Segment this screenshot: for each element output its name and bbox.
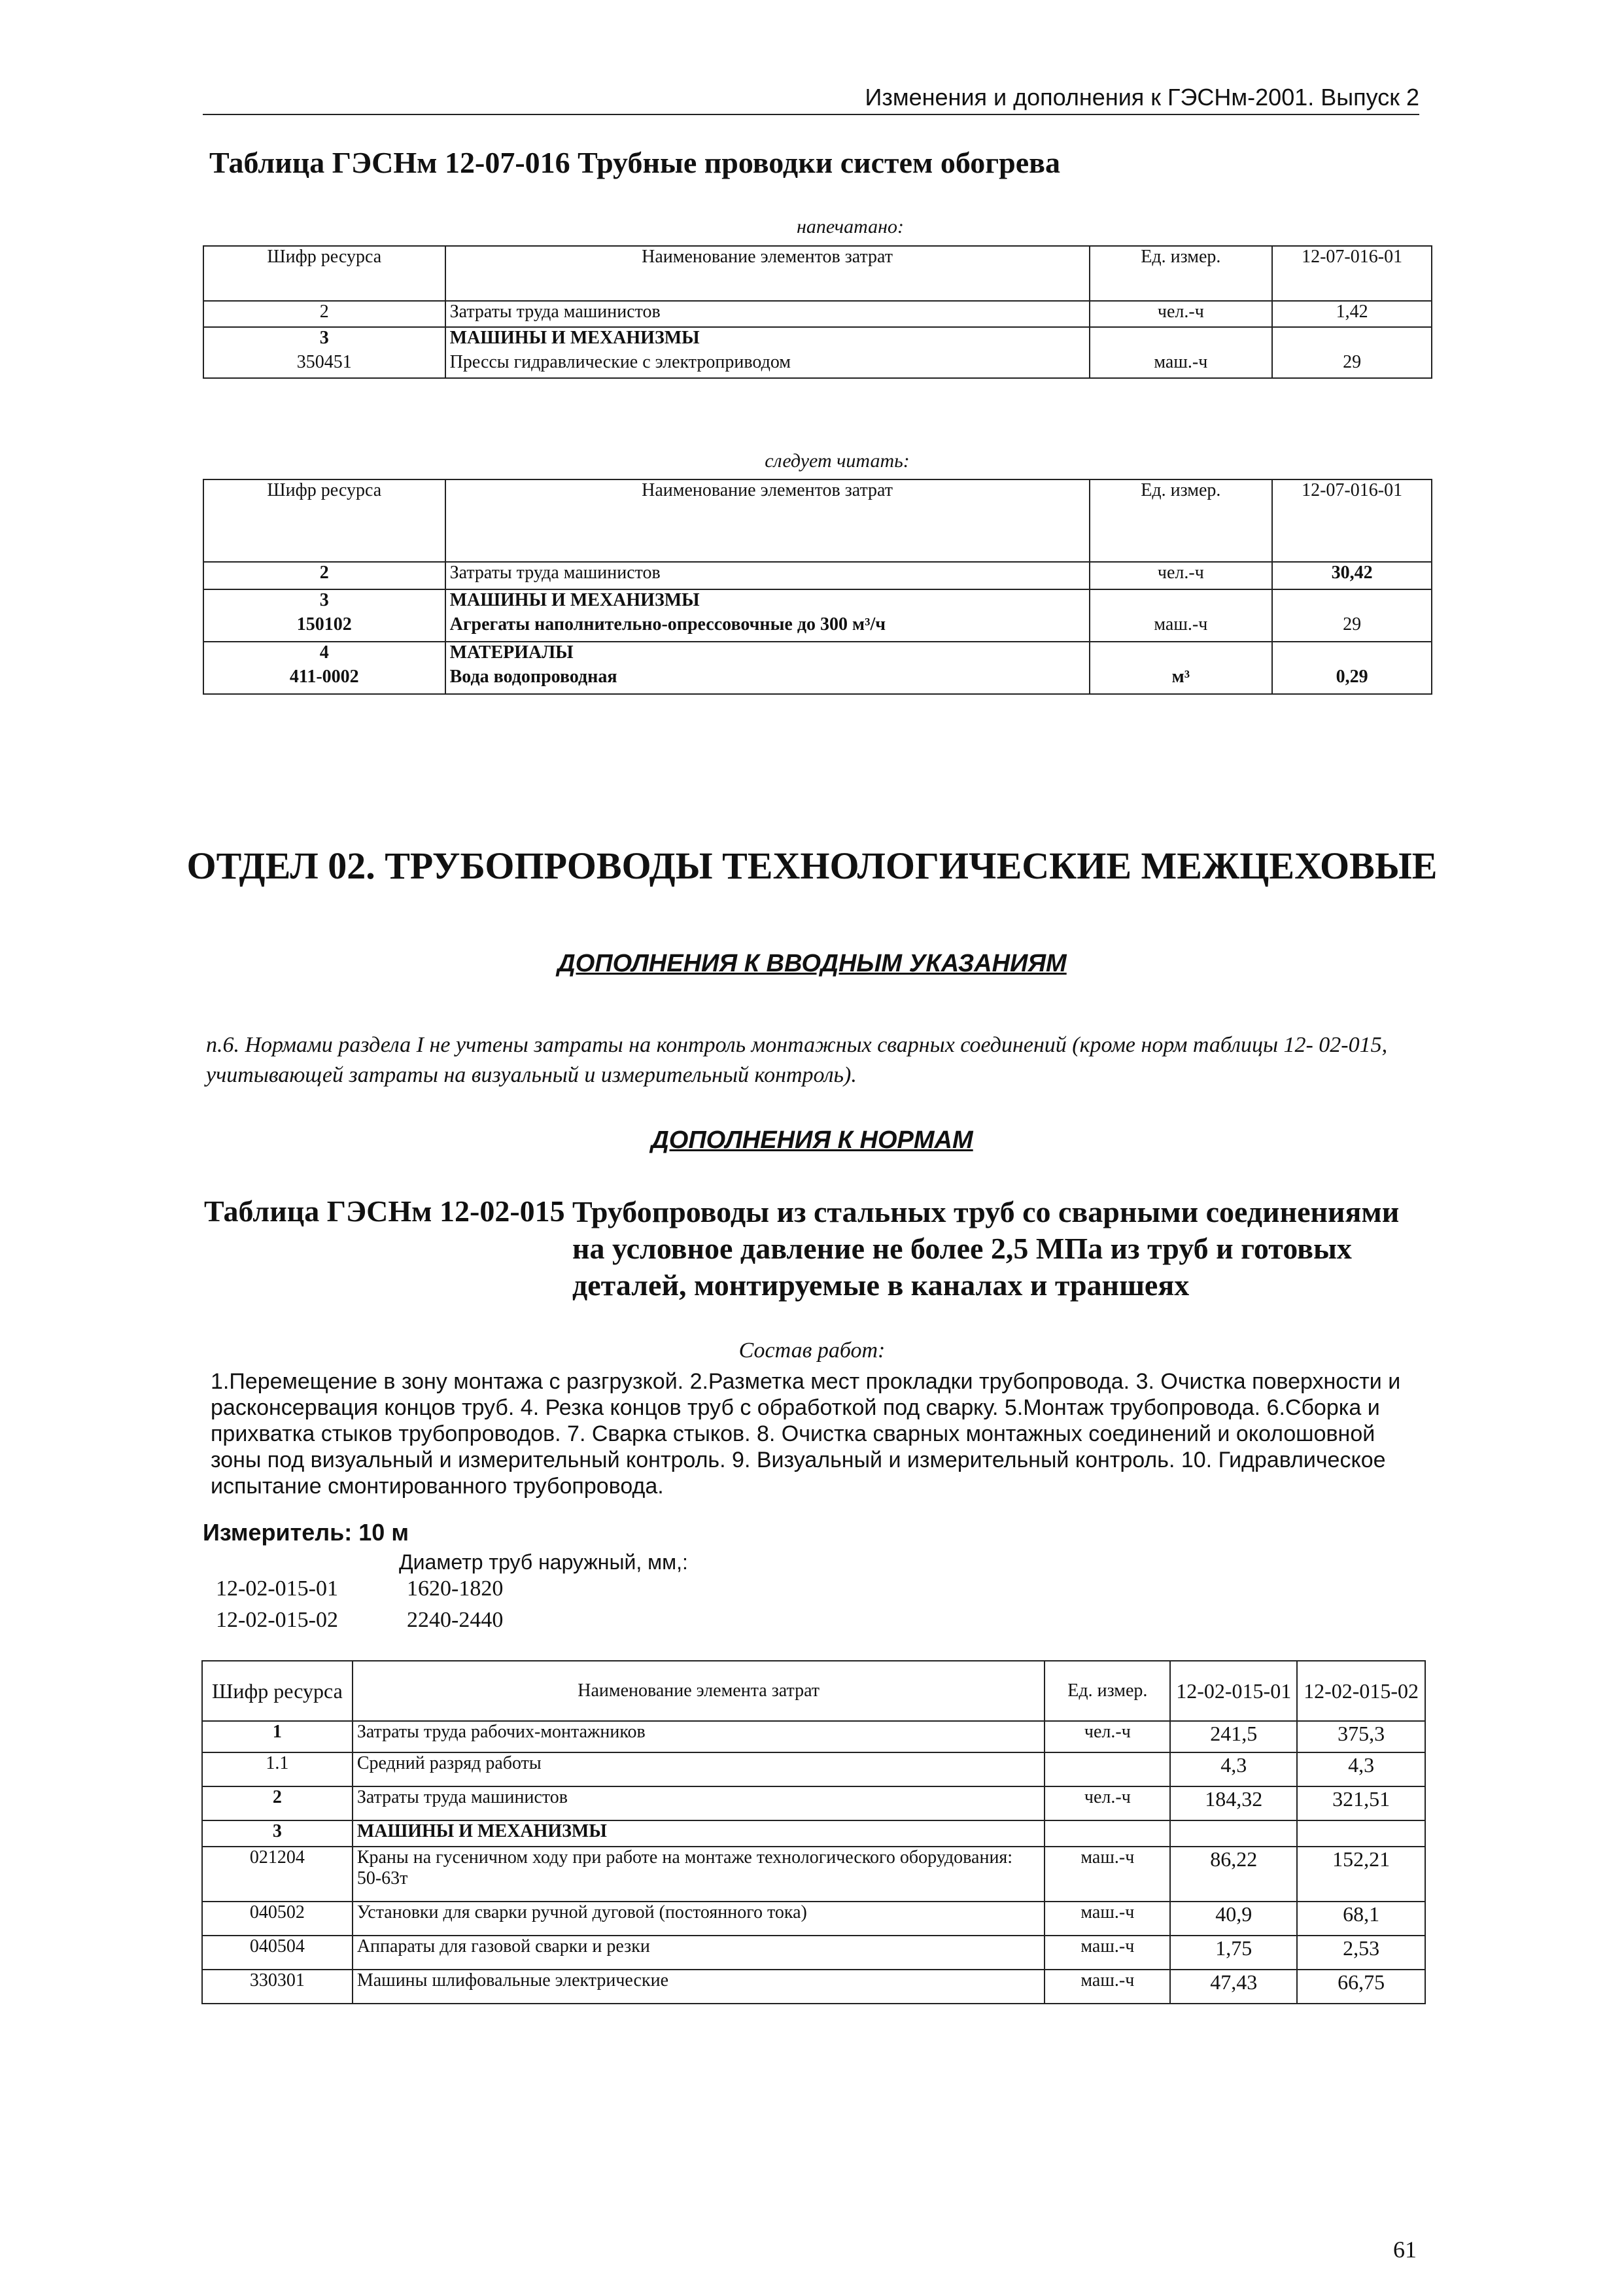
header-code: Шифр ресурса — [202, 1661, 353, 1721]
work-composition: 1.Перемещение в зону монтажа с разгрузкой. 2.Разметка мест прокладки трубопровода. 3. Очистка поверхности и расконсервация концов труб. 4. Резка концов труб с обработкой под сварку. 5.Монтаж трубопровода. 6.Сборка и прихватка стыков трубопроводов. 7. Сварка стыков. 8. Очистка сварных монтажных соединений и околошовной зоны под визуальный и измерительный контроль. 9. Визуальный и измерительный контроль. 10. Гидравлическое испытание смонтированного трубопровода. — [211, 1369, 1401, 1499]
row-name: Аппараты для газовой сварки и резки — [353, 1936, 1045, 1970]
row-value — [1272, 327, 1432, 352]
row-value: 0,29 — [1272, 667, 1432, 694]
row-value-2: 375,3 — [1297, 1721, 1425, 1752]
row-code: 3 — [203, 589, 445, 614]
row-value-2: 152,21 — [1297, 1847, 1425, 1902]
row-unit: маш.-ч — [1090, 614, 1273, 642]
header-name: Наименование элементов затрат — [445, 479, 1090, 562]
norms-heading: ДОПОЛНЕНИЯ К НОРМАМ — [651, 1126, 973, 1154]
header-norm-2: 12-02-015-02 — [1297, 1661, 1425, 1721]
running-header: Изменения и дополнения к ГЭСНм-2001. Выпуск 2 — [203, 84, 1419, 115]
row-value-1 — [1170, 1820, 1297, 1847]
row-unit — [1090, 589, 1273, 614]
row-unit: чел.-ч — [1045, 1721, 1170, 1752]
row-code: 350451 — [203, 352, 445, 378]
row-name: Установки для сварки ручной дуговой (постоянного тока) — [353, 1902, 1045, 1936]
row-code: 4 — [203, 642, 445, 667]
row-value-2 — [1297, 1820, 1425, 1847]
row-value-1: 4,3 — [1170, 1752, 1297, 1786]
row-unit: маш.-ч — [1045, 1847, 1170, 1902]
row-name: МАШИНЫ И МЕХАНИЗМЫ — [445, 327, 1090, 352]
meter-label: Измеритель: 10 м — [203, 1519, 409, 1546]
table2-label: Таблица ГЭСНм 12-02-015 — [204, 1194, 565, 1228]
row-name: Затраты труда машинистов — [445, 562, 1090, 589]
row-name: Средний разряд работы — [353, 1752, 1045, 1786]
variant-range: 2240-2440 — [407, 1608, 504, 1632]
row-code: 3 — [202, 1820, 353, 1847]
row-name: Затраты труда рабочих-монтажников — [353, 1721, 1045, 1752]
row-value-1: 40,9 — [1170, 1902, 1297, 1936]
row-code: 040502 — [202, 1902, 353, 1936]
row-unit — [1045, 1752, 1170, 1786]
row-unit — [1090, 327, 1273, 352]
diameter-label: Диаметр труб наружный, мм,: — [399, 1550, 688, 1574]
row-value — [1272, 589, 1432, 614]
row-value: 30,42 — [1272, 562, 1432, 589]
row-code: 3 — [203, 327, 445, 352]
row-value: 29 — [1272, 614, 1432, 642]
printed-caption: напечатано: — [796, 216, 905, 237]
row-name: Краны на гусеничном ходу при работе на монтаже технологического оборудования: 50-63т — [353, 1847, 1045, 1902]
row-unit: м³ — [1090, 667, 1273, 694]
row-value-1: 184,32 — [1170, 1786, 1297, 1820]
row-name: Затраты труда машинистов — [445, 301, 1090, 327]
header-code: Шифр ресурса — [203, 246, 445, 301]
variant-range: 1620-1820 — [407, 1576, 504, 1601]
norms-table — [201, 1660, 1426, 2004]
row-unit: чел.-ч — [1090, 301, 1273, 327]
row-name: Прессы гидравлические с электроприводом — [445, 352, 1090, 378]
header-unit: Ед. измер. — [1090, 246, 1273, 301]
row-unit: маш.-ч — [1045, 1902, 1170, 1936]
row-code: 1.1 — [202, 1752, 353, 1786]
variant-code: 12-02-015-02 — [216, 1608, 338, 1632]
work-composition-label: Состав работ: — [738, 1338, 886, 1363]
row-value-2: 68,1 — [1297, 1902, 1425, 1936]
row-code: 021204 — [202, 1847, 353, 1902]
table2-title: Трубопроводы из стальных труб со сварными соединениями на условное давление не более 2,5 МПа из труб и готовых деталей, монтируемые в каналах и траншеях — [572, 1195, 1400, 1302]
row-name: Агрегаты наполнительно-опрессовочные до 300 м³/ч — [445, 614, 1090, 642]
row-code: 040504 — [202, 1936, 353, 1970]
row-code: 2 — [203, 562, 445, 589]
page-number: 61 — [1393, 2236, 1417, 2263]
row-code: 330301 — [202, 1970, 353, 2004]
row-code: 411-0002 — [203, 667, 445, 694]
row-code: 1 — [202, 1721, 353, 1752]
row-unit — [1090, 642, 1273, 667]
row-code: 150102 — [203, 614, 445, 642]
row-unit — [1045, 1820, 1170, 1847]
row-name: МАШИНЫ И МЕХАНИЗМЫ — [353, 1820, 1045, 1847]
header-unit: Ед. измер. — [1045, 1661, 1170, 1721]
header-unit: Ед. измер. — [1090, 479, 1273, 562]
corrected-table — [203, 479, 1432, 695]
row-name: МАТЕРИАЛЫ — [445, 642, 1090, 667]
header-norm: 12-07-016-01 — [1272, 479, 1432, 562]
row-code: 2 — [203, 301, 445, 327]
section-heading: ОТДЕЛ 02. ТРУБОПРОВОДЫ ТЕХНОЛОГИЧЕСКИЕ МЕЖЦЕХОВЫЕ — [186, 844, 1438, 887]
row-value: 1,42 — [1272, 301, 1432, 327]
header-code: Шифр ресурса — [203, 479, 445, 562]
header-name: Наименование элемента затрат — [353, 1661, 1045, 1721]
header-norm: 12-07-016-01 — [1272, 246, 1432, 301]
corrected-caption: следует читать: — [765, 450, 910, 472]
row-value-2: 4,3 — [1297, 1752, 1425, 1786]
row-value-2: 2,53 — [1297, 1936, 1425, 1970]
row-value: 29 — [1272, 352, 1432, 378]
row-unit: маш.-ч — [1045, 1970, 1170, 2004]
variant-code: 12-02-015-01 — [216, 1576, 338, 1601]
row-value-1: 86,22 — [1170, 1847, 1297, 1902]
row-unit: чел.-ч — [1045, 1786, 1170, 1820]
row-value-2: 66,75 — [1297, 1970, 1425, 2004]
row-unit: чел.-ч — [1090, 562, 1273, 589]
row-value-2: 321,51 — [1297, 1786, 1425, 1820]
row-name: МАШИНЫ И МЕХАНИЗМЫ — [445, 589, 1090, 614]
printed-table — [203, 245, 1432, 379]
row-name: Вода водопроводная — [445, 667, 1090, 694]
row-value-1: 241,5 — [1170, 1721, 1297, 1752]
row-name: Машины шлифовальные электрические — [353, 1970, 1045, 2004]
row-code: 2 — [202, 1786, 353, 1820]
row-unit: маш.-ч — [1090, 352, 1273, 378]
intro-heading: ДОПОЛНЕНИЯ К ВВОДНЫМ УКАЗАНИЯМ — [557, 950, 1067, 977]
table1-title: Таблица ГЭСНм 12-07-016 Трубные проводки систем обогрева — [209, 146, 1061, 179]
row-value — [1272, 642, 1432, 667]
row-value-1: 1,75 — [1170, 1936, 1297, 1970]
intro-note: п.6. Нормами раздела I не учтены затраты на контроль монтажных сварных соединений (кроме норм таблицы 12- 02-015, учитывающей затраты на визуальный и измерительный контроль). — [206, 1033, 1388, 1087]
row-unit: маш.-ч — [1045, 1936, 1170, 1970]
row-value-1: 47,43 — [1170, 1970, 1297, 2004]
header-norm-1: 12-02-015-01 — [1170, 1661, 1297, 1721]
row-name: Затраты труда машинистов — [353, 1786, 1045, 1820]
header-name: Наименование элементов затрат — [445, 246, 1090, 301]
